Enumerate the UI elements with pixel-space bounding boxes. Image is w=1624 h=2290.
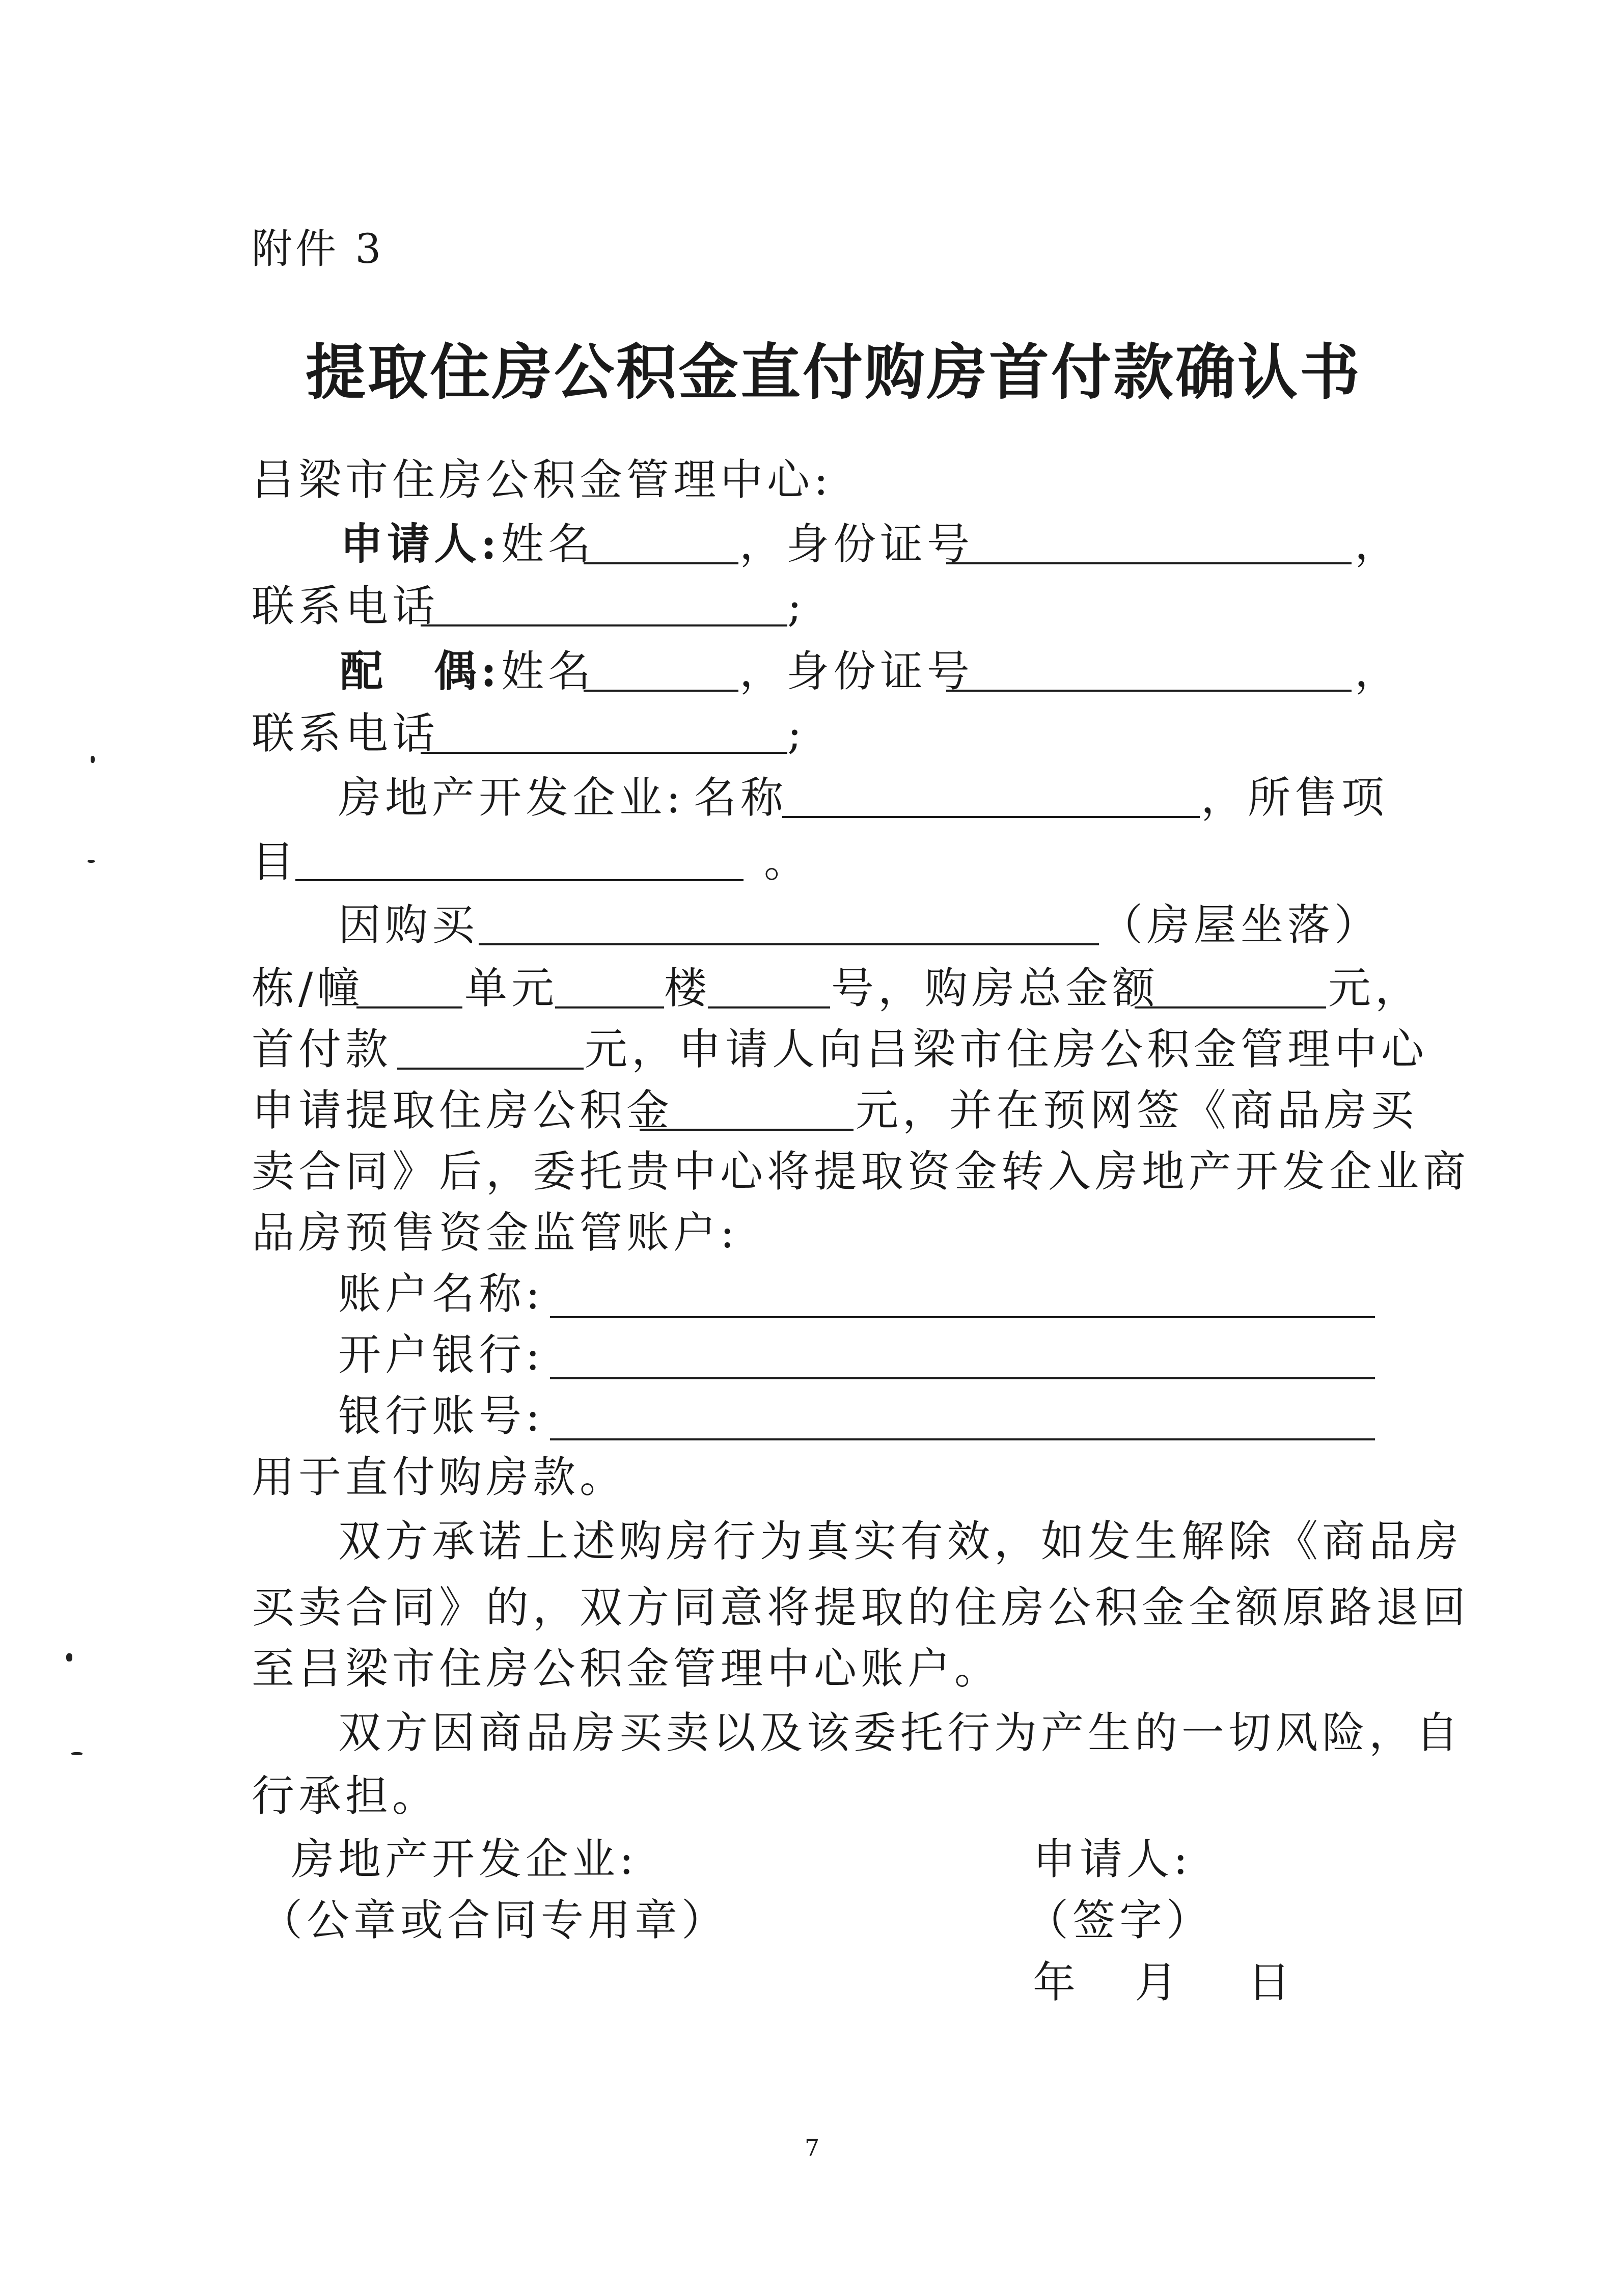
purchase-line-6: 卖合同》后，委托贵中心将提取资金转入房地产开发企业商 (252, 1147, 1470, 1196)
developer-label: 房地产开发企业: (338, 773, 685, 823)
risk-line-1: 双方因商品房买卖以及该委托行为产生的一切风险，自 (338, 1708, 1463, 1758)
unit-field[interactable] (555, 1006, 664, 1008)
account-name-field[interactable] (550, 1316, 1375, 1318)
withdraw-label: 申请提取住房公积金 (252, 1085, 674, 1135)
applicant-name-field[interactable] (584, 562, 738, 564)
date-day: 日 (1248, 1957, 1295, 2007)
promise-line-2: 买卖合同》的，双方同意将提取的住房公积金全额原路退回 (252, 1583, 1470, 1632)
scan-speck (66, 1653, 72, 1661)
request-text: 元，申请人向吕梁市住房公积金管理中心 (585, 1024, 1428, 1074)
presign-text: 元，并在预网签《商品房买 (856, 1085, 1418, 1135)
promise-line-1: 双方承诺上述购房行为真实有效，如发生解除《商品房 (338, 1516, 1463, 1566)
applicant-phone-label: 联系电话 (252, 581, 439, 631)
unit-label: 单元 (464, 963, 559, 1013)
attachment-label: 附件 3 (252, 225, 384, 272)
spouse-id-field[interactable] (946, 690, 1352, 692)
developer-project-label: ，所售项 (1201, 773, 1389, 823)
down-payment-label: 首付款 (252, 1024, 393, 1074)
applicant-phone-field[interactable] (421, 624, 787, 626)
number-label: 号，购房总金额 (831, 963, 1160, 1013)
scan-speck (88, 860, 95, 863)
semicolon: ; (787, 708, 806, 758)
usage-text: 用于直付购房款。 (252, 1452, 627, 1502)
page-title: 提取住房公积金直付购房首付款确认书 (306, 337, 1362, 407)
developer-name-field[interactable] (782, 816, 1200, 818)
period: 。 (764, 837, 811, 887)
spouse-name-field[interactable] (584, 690, 738, 692)
developer-signature-label: 房地产开发企业: (291, 1834, 638, 1884)
scan-speck (91, 756, 95, 763)
spouse-label: 配 偶: (340, 646, 501, 696)
applicant-label: 申请人: (340, 519, 501, 569)
developer-project-label-cont: 目 (252, 837, 299, 887)
applicant-id-label: ，身份证号 (739, 519, 974, 569)
date-month: 月 (1135, 1957, 1182, 2007)
account-number-label: 银行账号: (338, 1391, 544, 1441)
developer-project-field[interactable] (295, 879, 744, 881)
withdraw-amount-field[interactable] (640, 1129, 854, 1131)
applicant-sign-note: （签字） (1026, 1895, 1214, 1945)
location-label: （房屋坐落） (1100, 900, 1382, 950)
comma: ， (1355, 519, 1402, 569)
developer-name-label: 名称 (694, 773, 788, 823)
spouse-id-label: ，身份证号 (739, 646, 974, 696)
purchase-label: 因购买 (338, 900, 479, 950)
spouse-name-label: 姓名 (501, 646, 595, 696)
applicant-name-label: 姓名 (501, 519, 595, 569)
house-location-field[interactable] (479, 943, 1099, 945)
building-field[interactable] (356, 1006, 462, 1008)
addressee: 吕梁市住房公积金管理中心: (252, 455, 833, 505)
comma: ， (1355, 646, 1402, 696)
floor-field[interactable] (708, 1006, 830, 1008)
applicant-id-field[interactable] (946, 562, 1352, 564)
account-number-field[interactable] (550, 1438, 1375, 1440)
down-payment-field[interactable] (397, 1068, 584, 1070)
building-label: 栋/幢 (252, 963, 364, 1013)
scan-speck (71, 1752, 82, 1755)
account-name-label: 账户名称: (338, 1269, 544, 1319)
page-number: 7 (805, 2134, 820, 2162)
floor-label: 楼 (664, 963, 711, 1013)
date-year: 年 (1033, 1957, 1080, 2007)
purchase-line-7: 品房预售资金监管账户: (252, 1208, 739, 1258)
promise-line-3: 至吕梁市住房公积金管理中心账户。 (252, 1644, 1002, 1694)
applicant-signature-label: 申请人: (1033, 1834, 1192, 1884)
spouse-phone-label: 联系电话 (252, 708, 439, 758)
risk-line-2: 行承担。 (252, 1771, 439, 1821)
yuan-label: 元， (1328, 963, 1422, 1013)
bank-field[interactable] (550, 1377, 1375, 1379)
spouse-phone-field[interactable] (421, 752, 787, 754)
bank-label: 开户银行: (338, 1330, 544, 1380)
total-price-field[interactable] (1135, 1006, 1326, 1008)
semicolon: ; (787, 581, 806, 631)
developer-seal-note: （公章或合同专用章） (260, 1895, 729, 1945)
